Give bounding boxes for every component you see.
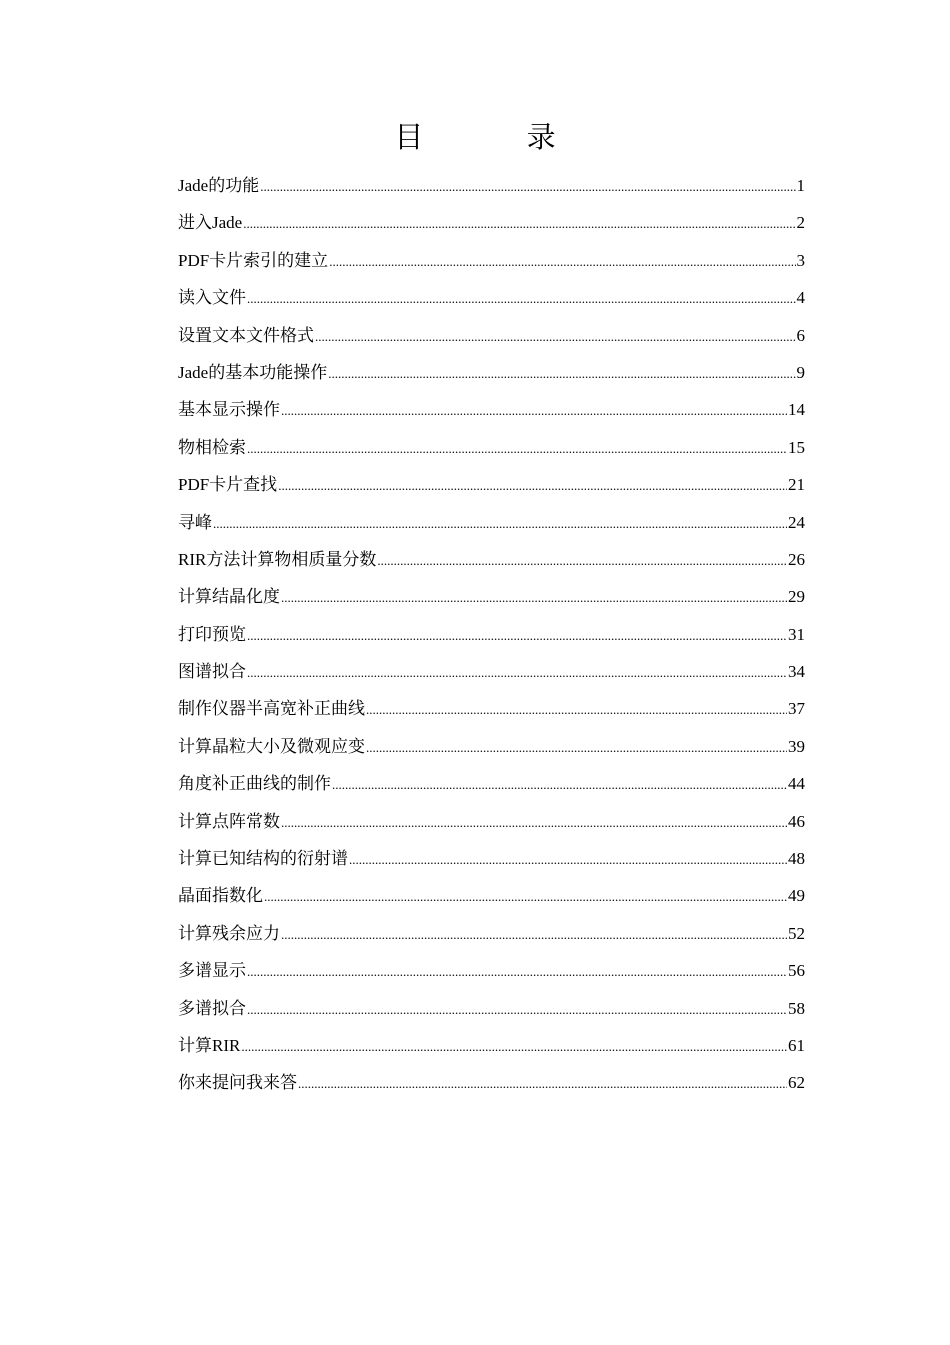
toc-entry-label: 计算已知结构的衍射谱	[178, 849, 348, 869]
toc-entry-label: Jade的功能	[178, 176, 260, 195]
toc-dot-leader	[281, 392, 787, 429]
toc-entry-page-number: 56	[788, 961, 805, 981]
toc-entry[interactable]	[178, 504, 805, 541]
toc-dot-leader	[328, 355, 795, 392]
toc-entry-page-number: 21	[788, 475, 805, 495]
toc-entry-page-number: 9	[796, 362, 805, 382]
toc-entry-label: 进入Jade	[178, 213, 243, 233]
toc-dot-leader	[213, 505, 787, 542]
toc-dot-leader	[247, 953, 787, 990]
toc-entry-label: 计算晶粒大小及微观应变	[178, 736, 365, 756]
toc-entry-label: RIR方法计算物相质量分数	[178, 549, 377, 569]
toc-entry-label: 计算残余应力	[178, 923, 280, 943]
toc-dot-leader	[264, 878, 787, 915]
toc-entry-page-number: 39	[788, 736, 805, 756]
toc-entry-label: 基本显示操作	[178, 400, 280, 420]
toc-dot-leader	[247, 280, 796, 317]
toc-entry-label: PDF卡片查找	[178, 475, 278, 495]
toc-entry-page-number: 61	[788, 1035, 805, 1055]
toc-entry-page-number: 24	[788, 512, 805, 532]
toc-entry[interactable]	[178, 279, 805, 316]
toc-entry-page-number: 62	[788, 1073, 805, 1093]
toc-entry[interactable]	[178, 690, 805, 727]
toc-entry[interactable]	[178, 1027, 805, 1064]
toc-dot-leader	[247, 654, 787, 691]
toc-entry[interactable]	[178, 803, 805, 840]
toc-entry-page-number: 4	[796, 288, 805, 308]
toc-entry-page-number: 58	[788, 998, 805, 1018]
toc-dot-leader	[281, 916, 787, 953]
toc-entry-label: 寻峰	[178, 512, 212, 532]
toc-entry-page-number: 1	[796, 176, 805, 195]
toc-dot-leader	[281, 579, 787, 616]
toc-entry[interactable]	[178, 317, 805, 354]
toc-dot-leader	[377, 542, 787, 579]
toc-entry[interactable]	[178, 728, 805, 765]
toc-entry[interactable]	[178, 653, 805, 690]
toc-entry[interactable]	[178, 429, 805, 466]
toc-dot-leader	[260, 168, 795, 205]
toc-dot-leader	[241, 1028, 787, 1065]
toc-entry-page-number: 14	[788, 400, 805, 420]
toc-dot-leader	[329, 243, 795, 280]
toc-entry[interactable]	[178, 391, 805, 428]
toc-entry-page-number: 48	[788, 849, 805, 869]
toc-entry[interactable]	[178, 1064, 805, 1101]
toc-entry-label: Jade的基本功能操作	[178, 362, 328, 382]
toc-dot-leader	[278, 467, 787, 504]
toc-entry[interactable]	[178, 578, 805, 615]
toc-dot-leader	[366, 691, 787, 728]
toc-entry-page-number: 3	[796, 250, 805, 270]
toc-entry-label: 计算结晶化度	[178, 587, 280, 607]
toc-entry-label: 角度补正曲线的制作	[178, 774, 331, 794]
toc-entry-page-number: 49	[788, 886, 805, 906]
toc-entry-label: 晶面指数化	[178, 886, 263, 906]
toc-entry[interactable]	[178, 354, 805, 391]
toc-entry-page-number: 46	[788, 811, 805, 831]
toc-entry[interactable]	[178, 877, 805, 914]
toc-entry[interactable]	[178, 541, 805, 578]
toc-dot-leader	[247, 991, 787, 1028]
toc-entry-page-number: 44	[788, 774, 805, 794]
toc-entry-label: 图谱拟合	[178, 662, 246, 682]
toc-entry[interactable]	[178, 840, 805, 877]
toc-dot-leader	[247, 617, 787, 654]
toc-dot-leader	[332, 766, 787, 803]
toc-dot-leader	[349, 841, 787, 878]
toc-entry[interactable]	[178, 242, 805, 279]
toc-dot-leader	[243, 205, 795, 242]
toc-entry-label: 计算RIR	[178, 1035, 241, 1055]
toc-entry[interactable]	[178, 616, 805, 653]
toc-entry-page-number: 29	[788, 587, 805, 607]
toc-dot-leader	[247, 430, 787, 467]
toc-entry-page-number: 2	[796, 213, 805, 233]
toc-entry-page-number: 31	[788, 624, 805, 644]
toc-entry-label: 设置文本文件格式	[178, 325, 314, 345]
toc-entry-label: 打印预览	[178, 624, 246, 644]
toc-entry-page-number: 34	[788, 662, 805, 682]
toc-entry-page-number: 52	[788, 923, 805, 943]
toc-entry-label: 多谱显示	[178, 961, 246, 981]
toc-entry-label: 制作仪器半高宽补正曲线	[178, 699, 365, 719]
toc-entry[interactable]	[178, 204, 805, 241]
toc-dot-leader	[366, 729, 787, 766]
toc-entry-page-number: 37	[788, 699, 805, 719]
toc-entry[interactable]	[178, 765, 805, 802]
toc-entry[interactable]	[178, 167, 805, 204]
toc-entry-page-number: 6	[796, 325, 805, 345]
toc-entry-page-number: 15	[788, 437, 805, 457]
toc-entry-label: 多谱拟合	[178, 998, 246, 1018]
toc-entry-label: 你来提问我来答	[178, 1073, 297, 1093]
toc-entry[interactable]	[178, 915, 805, 952]
toc-entry[interactable]	[178, 466, 805, 503]
toc-dot-leader	[298, 1065, 787, 1102]
toc-dot-leader	[281, 804, 787, 841]
toc-entry-label: 计算点阵常数	[178, 811, 280, 831]
toc-entry-label: 读入文件	[178, 288, 246, 308]
toc-dot-leader	[315, 318, 796, 355]
toc-entry[interactable]	[178, 990, 805, 1027]
toc-entry-label: PDF卡片索引的建立	[178, 250, 329, 270]
toc-list	[178, 167, 805, 1102]
toc-entry-label: 物相检索	[178, 437, 246, 457]
toc-entry[interactable]	[178, 952, 805, 989]
toc-title: 目 录	[394, 122, 604, 154]
toc-entry-page-number: 26	[788, 549, 805, 569]
